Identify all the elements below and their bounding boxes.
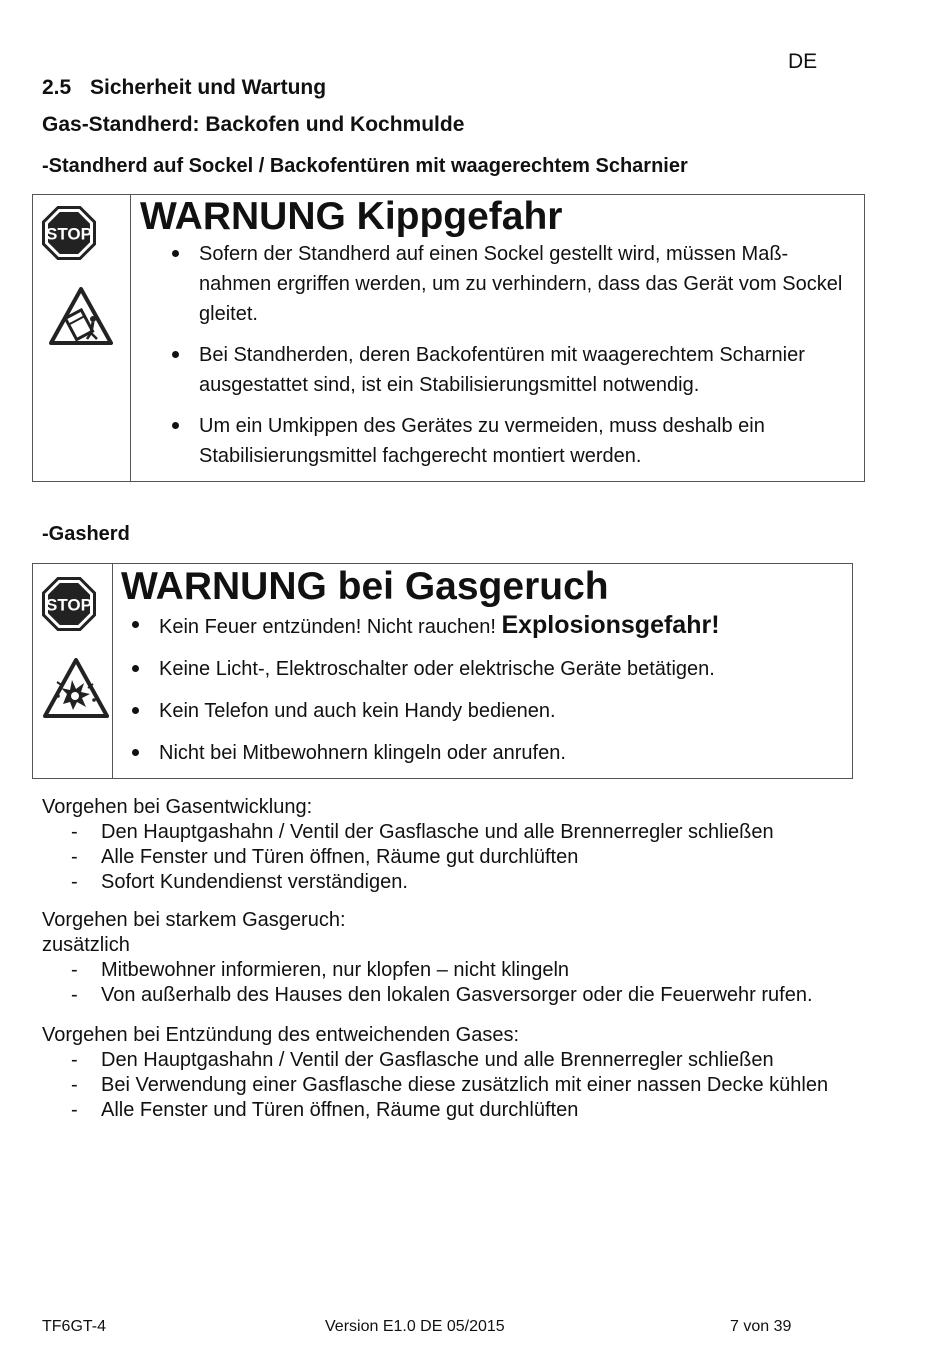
list-item bbox=[199, 411, 859, 471]
explosion-warning-emphasis: Explosionsgefahr! bbox=[501, 611, 720, 639]
warning-list bbox=[199, 239, 859, 482]
footer-version: Version E1.0 DE 05/2015 bbox=[325, 1318, 505, 1335]
list-item-text: Sofern der Standherd auf einen Sockel gestellt wird, müssen Maß-nahmen ergriffen werden, um zu verhindern, dass das Gerät vom Sockel gleitet. bbox=[199, 243, 843, 325]
warning-icon-column bbox=[33, 564, 113, 778]
explosion-hazard-icon bbox=[43, 658, 109, 718]
procedure-heading: Vorgehen bei starkem Gasgeruch: bbox=[42, 909, 346, 931]
list-item-text: Nicht bei Mitbewohnern klingeln oder anrufen. bbox=[159, 742, 566, 764]
bullet-icon bbox=[172, 422, 179, 429]
list-item bbox=[159, 654, 839, 684]
procedure-strong-gas-smell bbox=[42, 908, 813, 1008]
footer-model: TF6GT-4 bbox=[42, 1318, 107, 1335]
procedure-step: - Mitbewohner informieren, nur klopfen – nicht klingeln bbox=[71, 959, 570, 981]
procedure-step: - Bei Verwendung einer Gasflasche diese zusätzlich mit einer nassen Decke kühlen bbox=[71, 1074, 829, 1096]
bullet-icon bbox=[132, 665, 139, 672]
warning-box-gas-smell bbox=[32, 563, 853, 779]
warning-title: WARNUNG Kippgefahr bbox=[140, 195, 563, 238]
section-heading bbox=[42, 76, 326, 100]
bullet-icon bbox=[172, 250, 179, 257]
document-subtitle: Gas-Standherd: Backofen und Kochmulde bbox=[42, 113, 465, 136]
svg-text:STOP: STOP bbox=[46, 595, 92, 615]
warning-box-tipping bbox=[32, 194, 865, 482]
stop-sign-icon bbox=[41, 576, 97, 632]
list-item bbox=[159, 610, 839, 642]
procedure-gas-leak bbox=[42, 795, 774, 895]
tipping-hazard-icon bbox=[49, 287, 113, 345]
list-item bbox=[199, 340, 859, 400]
list-item-text: Bei Standherden, deren Backofentüren mit waagerechtem Scharnier ausgestattet sind, ist ein Stabilisierungsmittel notwendig. bbox=[199, 344, 805, 396]
list-item-text: Keine Licht-, Elektroschalter oder elektrische Geräte betätigen. bbox=[159, 658, 715, 680]
procedure-step: - Alle Fenster und Türen öffnen, Räume gut durchlüften bbox=[71, 846, 579, 868]
subsection-heading-gas: -Gasherd bbox=[42, 523, 130, 545]
subsection-heading-pedestal: -Standherd auf Sockel / Backofentüren mit waagerechtem Scharnier bbox=[42, 155, 688, 177]
list-item-text: Um ein Umkippen des Gerätes zu vermeiden, muss deshalb ein Stabilisierungsmittel fachgerecht montiert werden. bbox=[199, 415, 765, 467]
section-title: Sicherheit und Wartung bbox=[90, 76, 327, 99]
bullet-icon bbox=[132, 621, 139, 628]
list-item bbox=[199, 239, 859, 329]
procedure-step: - Den Hauptgashahn / Ventil der Gasflasche und alle Brennerregler schließen bbox=[71, 821, 774, 843]
language-code: DE bbox=[788, 50, 818, 73]
list-item-text: Kein Telefon und auch kein Handy bedienen. bbox=[159, 700, 556, 722]
list-item bbox=[159, 738, 839, 768]
procedure-step: - Den Hauptgashahn / Ventil der Gasflasche und alle Brennerregler schließen bbox=[71, 1049, 774, 1071]
procedure-step: - Sofort Kundendienst verständigen. bbox=[71, 871, 408, 893]
stop-sign-icon bbox=[41, 205, 97, 261]
section-number: 2.5 bbox=[42, 76, 72, 99]
procedure-step: - Von außerhalb des Hauses den lokalen Gasversorger oder die Feuerwehr rufen. bbox=[71, 984, 813, 1006]
warning-list bbox=[159, 610, 839, 780]
footer-page-number: 7 von 39 bbox=[730, 1318, 792, 1335]
warning-title: WARNUNG bei Gasgeruch bbox=[121, 565, 609, 608]
bullet-icon bbox=[132, 749, 139, 756]
list-item-text: Kein Feuer entzünden! Nicht rauchen! bbox=[159, 616, 502, 638]
warning-icon-column bbox=[33, 195, 131, 481]
procedure-note: zusätzlich bbox=[42, 934, 130, 956]
list-item bbox=[159, 696, 839, 726]
procedure-heading: Vorgehen bei Gasentwicklung: bbox=[42, 796, 313, 818]
bullet-icon bbox=[172, 351, 179, 358]
procedure-gas-ignition bbox=[42, 1023, 828, 1123]
bullet-icon bbox=[132, 707, 139, 714]
svg-text:STOP: STOP bbox=[46, 224, 92, 244]
procedure-heading: Vorgehen bei Entzündung des entweichenden Gases: bbox=[42, 1024, 520, 1046]
procedure-step: - Alle Fenster und Türen öffnen, Räume gut durchlüften bbox=[71, 1099, 579, 1121]
